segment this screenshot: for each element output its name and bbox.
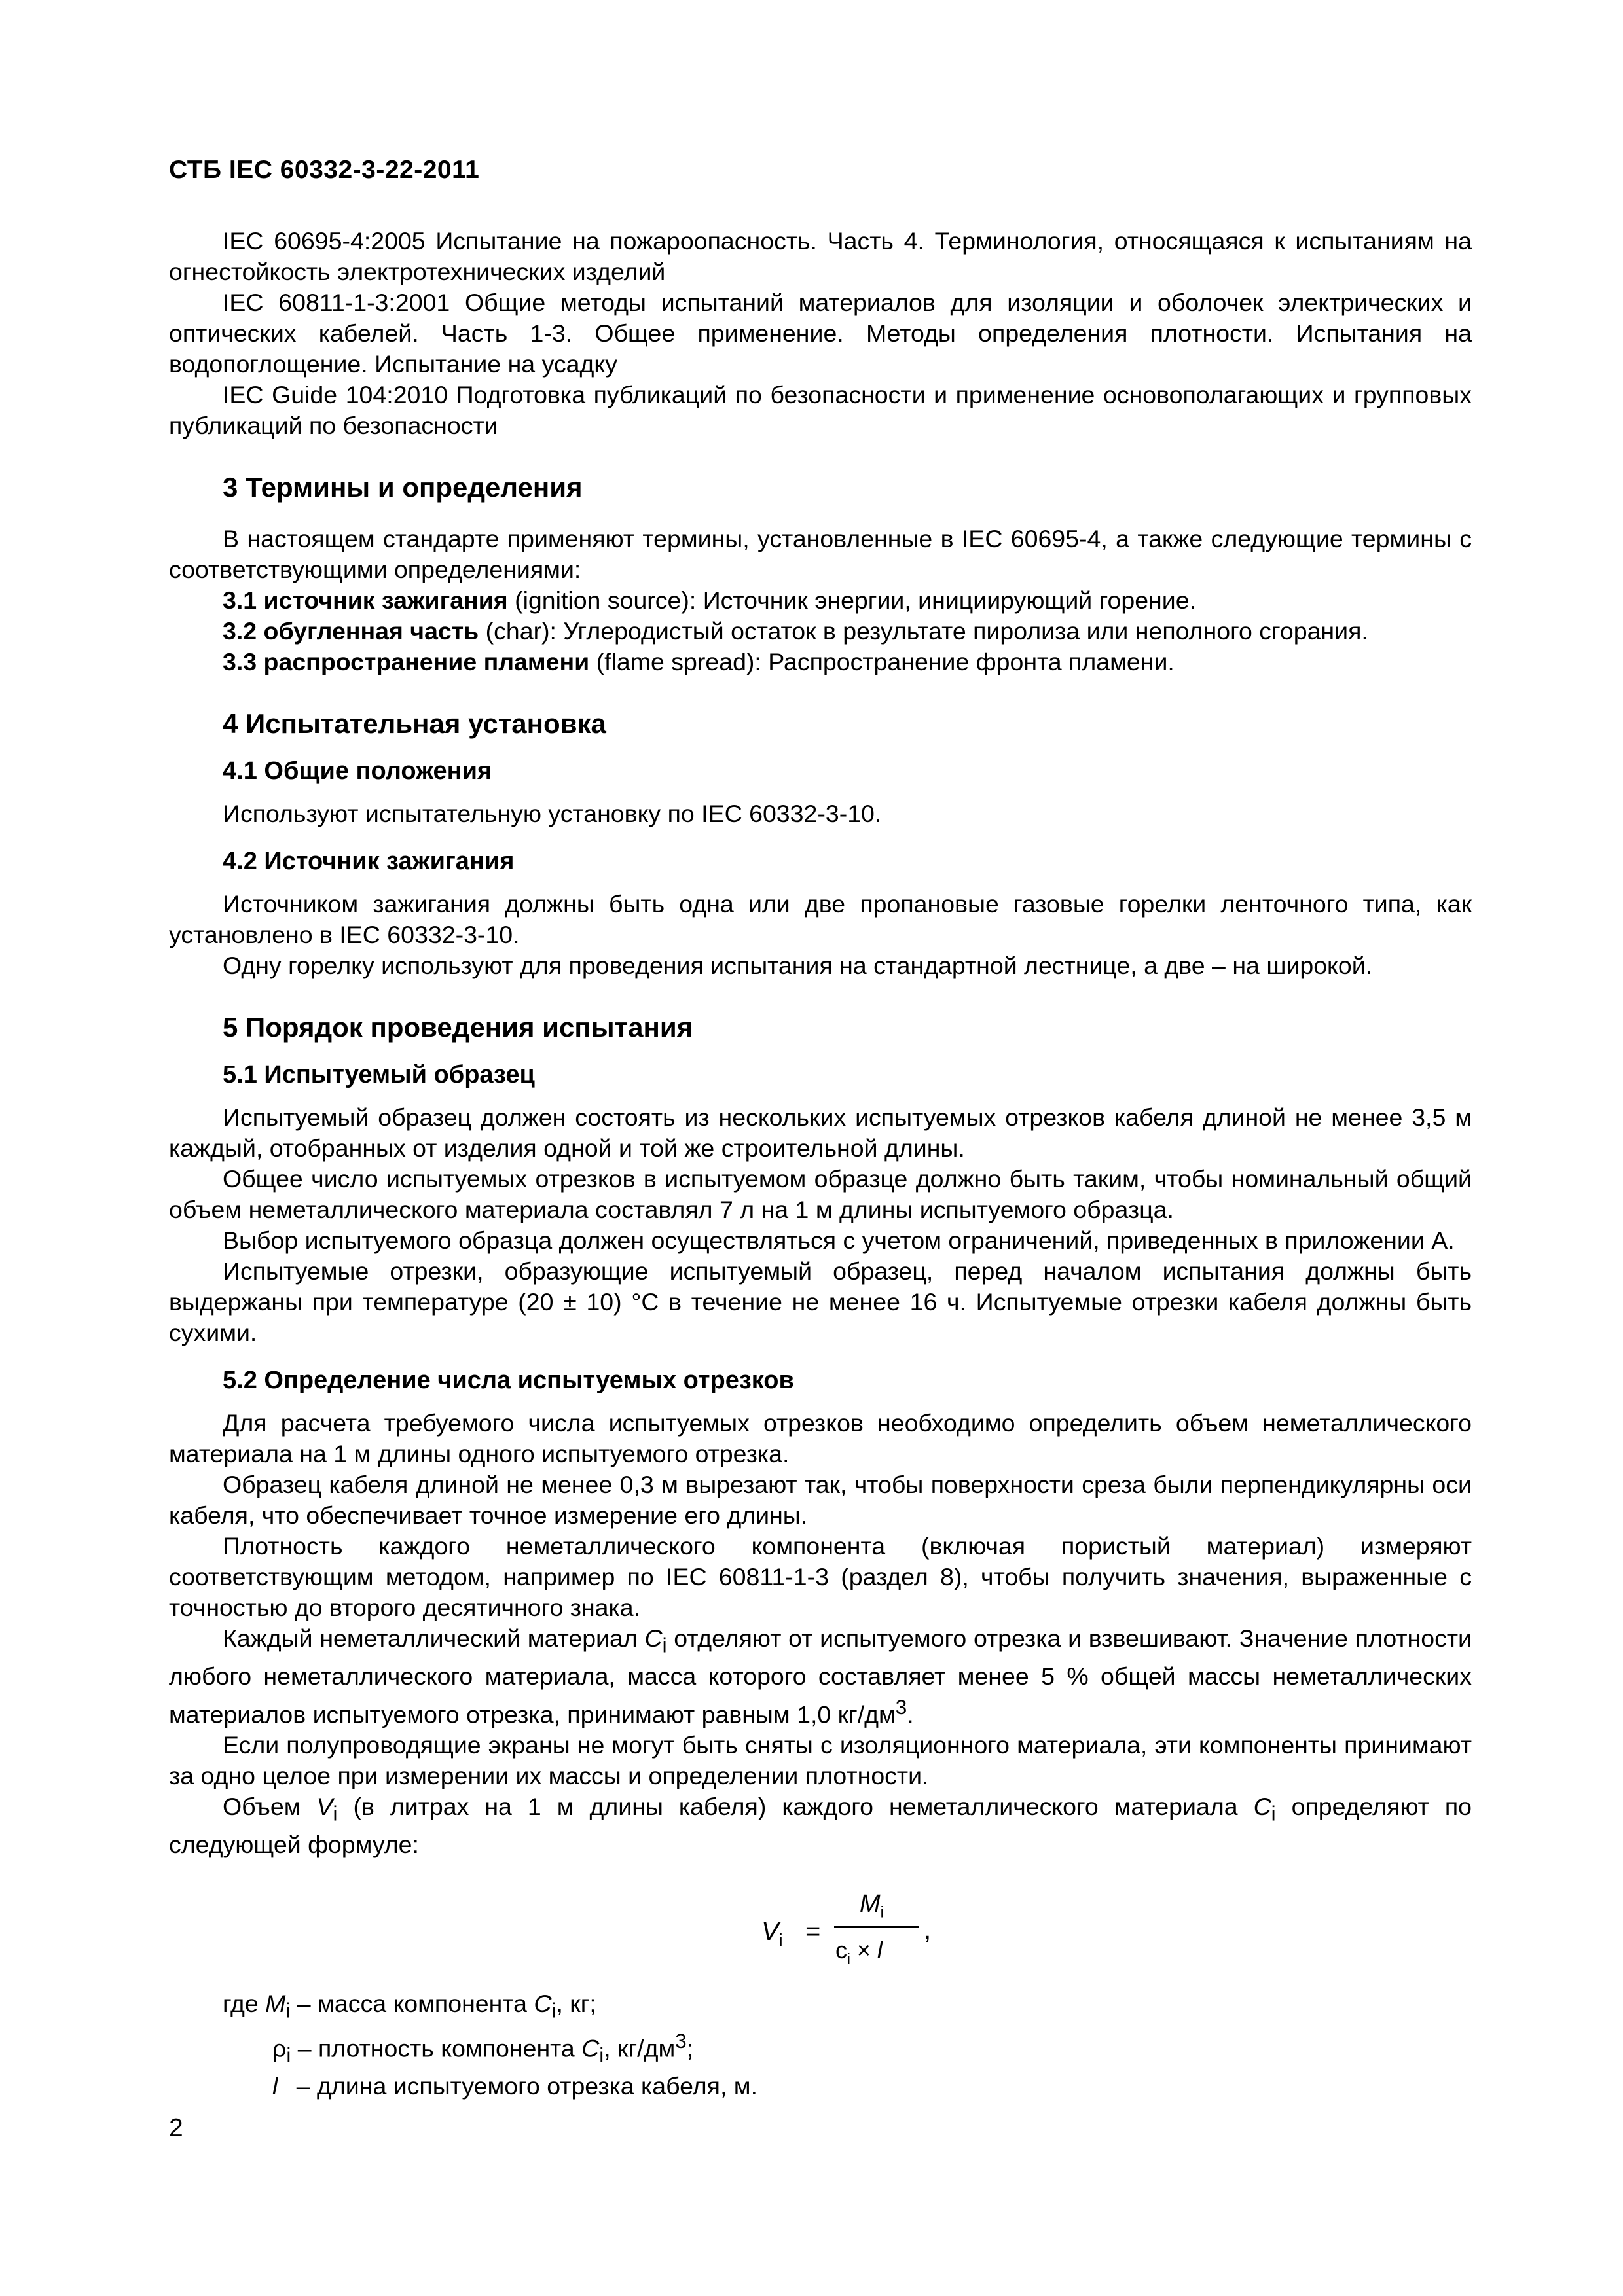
formula-l: l <box>877 1936 883 1964</box>
symbol-c: C <box>1253 1793 1271 1820</box>
paragraph: Источником зажигания должны быть одна или две пропановые газовые горелки ленточного типа, как установлено в IEC 60332-3-10. <box>169 890 1472 948</box>
section-3-heading: 3 Термины и определения <box>223 472 583 503</box>
legend-m-symbol: M <box>265 1989 286 2017</box>
paragraph <box>169 1791 1472 1860</box>
paragraph: Для расчета требуемого числа испытуемых отрезков необходимо определить объем неметаллического материала на 1 м длины одного испытуемого отрезка. <box>169 1409 1472 1467</box>
symbol-v: V <box>316 1793 333 1820</box>
section-3-intro: В настоящем стандарте применяют термины, установленные в IEC 60695-4, а также следующие термины с соответствующими определениями: <box>169 525 1472 583</box>
subscript-i: i <box>551 1999 556 2022</box>
text-run: отделяют от испытуемого отрезка и взвешивают. Значение плотности любого неметаллического материала, масса которого составляет менее 5 % общей массы неметаллических материалов испытуемого отрезка, принимают равным 1,0 кг/дм <box>169 1624 1472 1728</box>
paragraph: Используют испытательную установку по IEC 60332-3-10. <box>223 800 882 827</box>
formula-sub: i <box>880 1903 884 1922</box>
subsection-5-2-heading: 5.2 Определение числа испытуемых отрезков <box>223 1367 794 1394</box>
symbol-c: C <box>534 1989 552 2017</box>
subsection-5-1-heading: 5.1 Испытуемый образец <box>223 1061 535 1088</box>
paragraph: Образец кабеля длиной не менее 0,3 м вырезают так, чтобы поверхности среза были перпендикулярны оси кабеля, что обеспечивает точное измерение его длины. <box>169 1471 1472 1529</box>
term-3-1-name: 3.1 источник зажигания <box>223 586 508 614</box>
term-3-2-name: 3.2 обугленная часть <box>223 617 479 645</box>
subscript-i: i <box>662 1634 667 1657</box>
legend-m-unit: , кг; <box>556 1989 596 2017</box>
text-run: Каждый неметаллический материал <box>223 1624 645 1652</box>
symbol-c: C <box>581 2034 600 2062</box>
reference-item: IEC Guide 104:2010 Подготовка публикаций по безопасности и применение основополагающих и групповых публикаций по безопасности <box>169 381 1472 439</box>
paragraph: Если полупроводящие экраны не могут быть сняты с изоляционного материала, эти компоненты принимают за одно целое при измерении их массы и определении плотности. <box>169 1731 1472 1789</box>
superscript-3: 3 <box>675 2030 687 2053</box>
term-3-1 <box>169 585 1472 616</box>
legend-row-m <box>169 1988 1472 2026</box>
formula-denominator <box>835 1935 883 1974</box>
subscript-i: i <box>599 2044 604 2067</box>
formula-sub: i <box>847 1950 850 1967</box>
term-3-3-def: (flame spread): Распространение фронта пламени. <box>589 648 1175 675</box>
legend-l-text: – длина испытуемого отрезка кабеля, м. <box>289 2072 758 2100</box>
reference-item: IEC 60811-1-3:2001 Общие методы испытаний материалов для изоляции и оболочек электрических и оптических кабелей. Часть 1-3. Общее применение. Методы определения плотности. Испытания на водопоглощение. Испытание на усадку <box>169 289 1472 378</box>
term-3-1-def: (ignition source): Источник энергии, инициирующий горение. <box>507 586 1196 614</box>
legend-row-rho <box>169 2026 1472 2071</box>
formula-c: c <box>835 1936 847 1964</box>
term-3-2-def: (char): Углеродистый остаток в результате пиролиза или неполного сгорания. <box>479 617 1368 645</box>
paragraph <box>169 1623 1472 1730</box>
legend-rho-text: – плотность компонента <box>291 2034 582 2062</box>
subscript-i: i <box>333 1802 338 1825</box>
legend-row-l <box>169 2071 1472 2102</box>
subsection-4-2-heading: 4.2 Источник зажигания <box>223 848 515 875</box>
formula-equals: = <box>805 1916 821 1946</box>
paragraph: Выбор испытуемого образца должен осуществляться с учетом ограничений, приведенных в приложении А. <box>223 1227 1455 1254</box>
legend-rho-symbol: ρ <box>272 2034 287 2062</box>
subscript-i: i <box>1271 1802 1276 1825</box>
paragraph: Плотность каждого неметаллического компонента (включая пористый материал) измеряют соответствующим методом, например по IEC 60811-1-3 (раздел 8), чтобы получить значения, выраженные с точностью до второго десятичного знака. <box>169 1532 1472 1621</box>
subscript-i: i <box>286 2044 291 2067</box>
volume-formula <box>169 1885 1472 1977</box>
document-body <box>169 226 1472 2102</box>
text-run: Объем <box>223 1793 317 1820</box>
document-id: СТБ IEC 60332-3-22-2011 <box>169 156 480 184</box>
legend-rho-unit: , кг/дм <box>604 2034 676 2062</box>
legend-where: где <box>223 1989 266 2017</box>
formula-numerator <box>860 1889 884 1928</box>
semicolon: ; <box>686 2034 694 2062</box>
fraction-bar <box>834 1926 919 1928</box>
paragraph: Общее число испытуемых отрезков в испытуемом образце должно быть таким, чтобы номинальный общий объем неметаллического материала составлял 7 л на 1 м длины испытуемого образца. <box>169 1165 1472 1223</box>
page-number: 2 <box>169 2114 183 2142</box>
formula-sub: i <box>778 1929 783 1950</box>
paragraph: Испытуемые отрезки, образующие испытуемый образец, перед началом испытания должны быть выдержаны при температуре (20 ± 10) °С в течение не менее 16 ч. Испытуемые отрезки кабеля должны быть сухими. <box>169 1257 1472 1346</box>
section-4-heading: 4 Испытательная установка <box>223 708 606 739</box>
formula-comma: , <box>924 1915 932 1945</box>
subsection-4-1-heading: 4.1 Общие положения <box>223 757 492 785</box>
paragraph: Одну горелку используют для проведения испытания на стандартной лестнице, а две – на широкой. <box>223 952 1373 979</box>
paragraph: Испытуемый образец должен состоять из нескольких испытуемых отрезков кабеля длиной не менее 3,5 м каждый, отобранных от изделия одной и той же строительной длины. <box>169 1103 1472 1162</box>
term-3-3 <box>169 647 1472 677</box>
legend-m-text: – масса компонента <box>290 1989 534 2017</box>
formula-v: V <box>761 1916 779 1946</box>
formula-m: M <box>860 1890 881 1918</box>
reference-item: IEC 60695-4:2005 Испытание на пожароопасность. Часть 4. Терминология, относящаяся к испытаниям на огнестойкость электротехнических изделий <box>169 227 1472 285</box>
symbol-c: C <box>644 1624 663 1652</box>
legend-l-symbol: l <box>272 2072 278 2100</box>
superscript-3: 3 <box>895 1695 907 1719</box>
formula-legend <box>169 1988 1472 2102</box>
term-3-2 <box>169 616 1472 647</box>
formula-lhs <box>761 1916 782 1956</box>
period: . <box>907 1700 914 1728</box>
formula-times: × <box>850 1936 877 1964</box>
term-3-3-name: 3.3 распространение пламени <box>223 648 590 675</box>
text-run: (в литрах на 1 м длины кабеля) каждого неметаллического материала <box>337 1793 1254 1820</box>
section-5-heading: 5 Порядок проведения испытания <box>223 1012 693 1043</box>
text-run: определяют по следующей формуле: <box>169 1793 1472 1858</box>
subscript-i: i <box>285 1999 291 2022</box>
